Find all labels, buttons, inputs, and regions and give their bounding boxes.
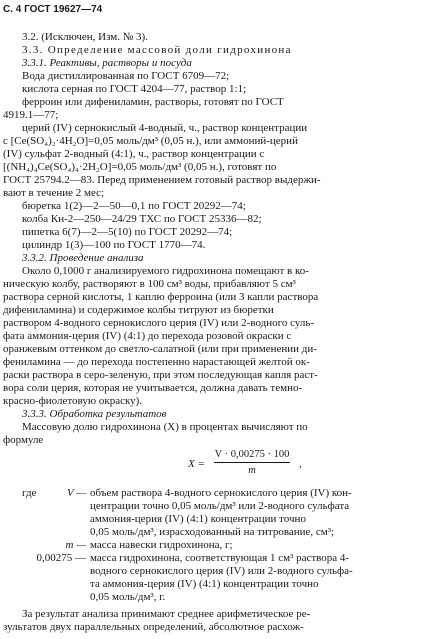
formula-tail: , [299,458,302,470]
reagent-acid: кислота серная по ГОСТ 4204—77, раствор 1:1; [22,83,247,95]
section-3-3-title: 3.3. Определение массовой доли гидрохинона [22,44,292,56]
analysis-line2: ническую колбу, растворяют в 100 см³ воды, прибавляют 5 см³ [3,278,296,290]
formula-fraction-bar [214,462,290,463]
analysis-line10: вора соли церия, которая не учитывается, должна давать темно- [3,382,303,394]
equipment-cylinder: цилиндр 1(3)—100 по ГОСТ 1770—74. [22,239,206,251]
reagent-ferroin-line2: 4919.1—77; [3,109,59,121]
def-V-line4: 0,05 моль/дм³, израсходованный на титрование, см³; [90,526,335,538]
equipment-burette: бюретка 1(2)—2—50—0,1 по ГОСТ 20292—74; [22,200,246,212]
analysis-line6: фата аммония-церия (IV) (4:1) до перехода розовой окраски с [3,330,292,342]
def-k-line1: масса гидрохинона, соответствующая 1 см³ раствора 4- [90,552,350,564]
def-m-line1: масса навески гидрохинона, г; [90,539,233,551]
page-header: С. 4 ГОСТ 19627—74 [3,4,103,15]
reagent-ferroin-line1: ферроин или дифениламин, растворы, готовят по ГОСТ [22,96,284,108]
section-3-2: 3.2. (Исключен, Изм. № 3). [22,31,148,43]
reagent-cerium-line5: ГОСТ 25794.2—83. Перед применением готовый раствор выдержи- [3,174,321,186]
def-k-line2: водного сернокислого церия (IV) или 2-водного сульфа- [90,565,353,577]
formula-lhs [188,454,205,476]
where-label: где [22,487,37,499]
analysis-line7: оранжевым оттенком до светло-салатной (или при применении ди- [3,343,317,355]
def-k-line4: 0,05 моль/дм³, г. [90,591,166,603]
def-V-line3: аммония-церия (IV) (4:1) концентрации точно [90,513,306,525]
reagent-cerium-line2: с [Ce(SO₄)₂·4H₂O]=0,05 моль/дм³ (0,05 н.), или аммоний-церий [3,135,298,147]
analysis-line8: фениламина — до перехода постепенно нарастающей желтой ок- [3,356,310,368]
def-V-symbol: V — [66,487,86,499]
final-line2: зультатов двух параллельных определений, абсолютное расхож- [3,621,304,633]
analysis-line3: раствора серной кислоты, 1 каплю ферроина (или 3 капли раствора [3,291,319,303]
analysis-line5: раствором 4-водного сернокислого церия (IV) или 2-водного суль- [3,317,315,329]
results-line1: Массовую долю гидрохинона (X) в процентах вычисляют по [22,421,308,433]
reagent-cerium-line6: вают в течение 2 мес; [3,187,105,199]
equipment-flask: колба Кн-2—250—24/29 ТХС по ГОСТ 25336—82; [22,213,262,225]
formula-numerator: V · 0,00275 · 100 [214,449,290,460]
formula-lhs-text: X = [188,458,205,470]
section-3-3-1-title: 3.3.1. Реактивы, растворы и посуда [22,57,192,69]
equipment-pipette: пипетка 6(7)—2—5(10) по ГОСТ 20292—74; [22,226,233,238]
analysis-line1: Около 0,1000 г анализируемого гидрохинона помещают в ко- [22,265,309,277]
section-3-3-3-title: 3.3.3. Обработка результатов [22,408,167,420]
def-k-symbol: 0,00275 — [36,552,86,564]
analysis-line11: красно-фиолетовую окраску). [3,395,143,407]
def-V-line1: объем раствора 4-водного сернокислого церия (IV) кон- [90,487,352,499]
analysis-line4: дифениламина) и содержимое колбы титруют из бюретки [3,304,274,316]
results-line2: формуле [3,434,44,446]
reagent-cerium-line4: [(NH₄)₄Ce(SO₄)₄·2H₂O]=0,05 моль/дм³ (0,05 н.), готовят по [3,161,277,173]
def-k-line3: та аммония-церия (IV) (4:1) концентрации точно [90,578,319,590]
formula-denominator: m [248,465,256,476]
final-line1: За результат анализа принимают среднее арифметическое ре- [22,608,311,620]
reagent-water: Вода дистиллированная по ГОСТ 6709—72; [22,70,230,82]
reagent-cerium-line3: (IV) сульфат 2-водный (4:1), ч., раствор концентрации с [3,148,265,160]
reagent-cerium-line1: церий (IV) сернокислый 4-водный, ч., раствор концентрации [22,122,308,134]
def-m-symbol: m — [65,539,86,551]
analysis-line9: раски раствора в серо-зеленую, при этом последующая капля раст- [3,369,318,381]
def-V-line2: центрации точно 0,05 моль/дм³ или 2-водного сульфата [90,500,350,512]
section-3-3-2-title: 3.3.2. Проведение анализа [22,252,144,264]
